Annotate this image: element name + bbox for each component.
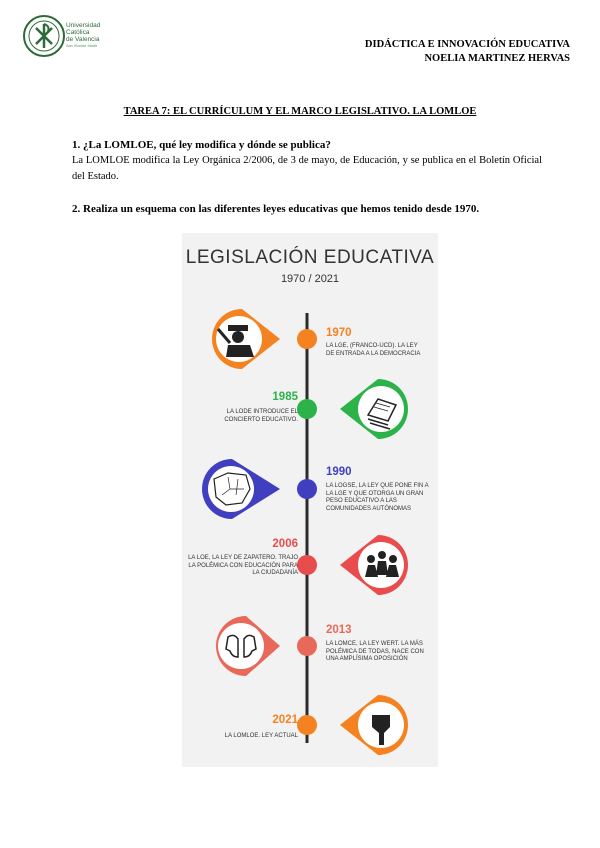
timeline-dot-2021 [297,715,317,735]
infographic-subtitle: 1970 / 2021 [280,273,340,285]
year-1990: 1990 [326,466,352,478]
people-group-icon [340,535,408,595]
police-officer-icon [212,309,280,369]
timeline-dot-1985 [297,399,317,419]
university-name: Universidad Católica de Valencia San Vicente Mártir [66,22,101,48]
infographic [182,233,438,767]
desc-2013: LA LOMCE, LA LEY WERT. LA MÁS POLÉMICA DE TODAS, NACE CON UNA AMPLÍSIMA OPOSICIÓN [326,641,424,662]
question-2: 2. Realiza un esquema con las diferentes leyes educativas que hemos tenido desde 1970. [72,203,480,215]
desc-1985: LA LODE INTRODUCE EL CONCIERTO EDUCATIVO. [224,409,298,423]
year-1970: 1970 [326,327,352,339]
desc-2021: LA LOMLOE. LEY ACTUAL [224,733,298,739]
arguing-faces-icon [216,616,280,676]
timeline-dot-1970 [297,329,317,349]
year-2006: 2006 [272,538,298,550]
timeline-dot-2006 [297,555,317,575]
books-icon [340,379,408,439]
year-1985: 1985 [272,391,298,403]
page-title: TAREA 7: EL CURRÍCULUM Y EL MARCO LEGISLATIVO. LA LOMLOE [123,106,477,117]
answer-1: La LOMLOE modifica la Ley Orgánica 2/2006, de 3 de mayo, de Educación, y se publica en el Boletín Oficial del Estado. [72,155,542,182]
question-1: 1. ¿La LOMLOE, qué ley modifica y dónde se publica? [72,139,331,151]
header-info [365,38,570,66]
pointing-hand-icon [340,695,408,755]
year-2013: 2013 [326,624,352,636]
infographic-title: LEGISLACIÓN EDUCATIVA [185,247,435,268]
spain-map-icon [202,459,280,519]
author-name: NOELIA MARTINEZ HERVAS [424,53,570,64]
desc-1990: LA LOGSE, LA LEY QUE PONE FIN A LA LGE Y QUE OTORGA UN GRAN PESO EDUCATIVO A LAS COMUNIDADES AUTÓNOMAS [326,483,429,512]
desc-1970: LA LGE, (FRANCO-UCD). LA LEY DE ENTRADA A LA DEMOCRACIA [326,343,421,357]
desc-2006: LA LOE, LA LEY DE ZAPATERO. TRAJO LA POLÉMICA CON EDUCACIÓN PARA LA CIUDADANÍA [188,555,298,576]
course-name: DIDÁCTICA E INNOVACIÓN EDUCATIVA [364,39,570,50]
timeline-dot-1990 [297,479,317,499]
year-2021: 2021 [272,714,298,726]
timeline-dot-2013 [297,636,317,656]
university-crest-icon [22,14,66,58]
